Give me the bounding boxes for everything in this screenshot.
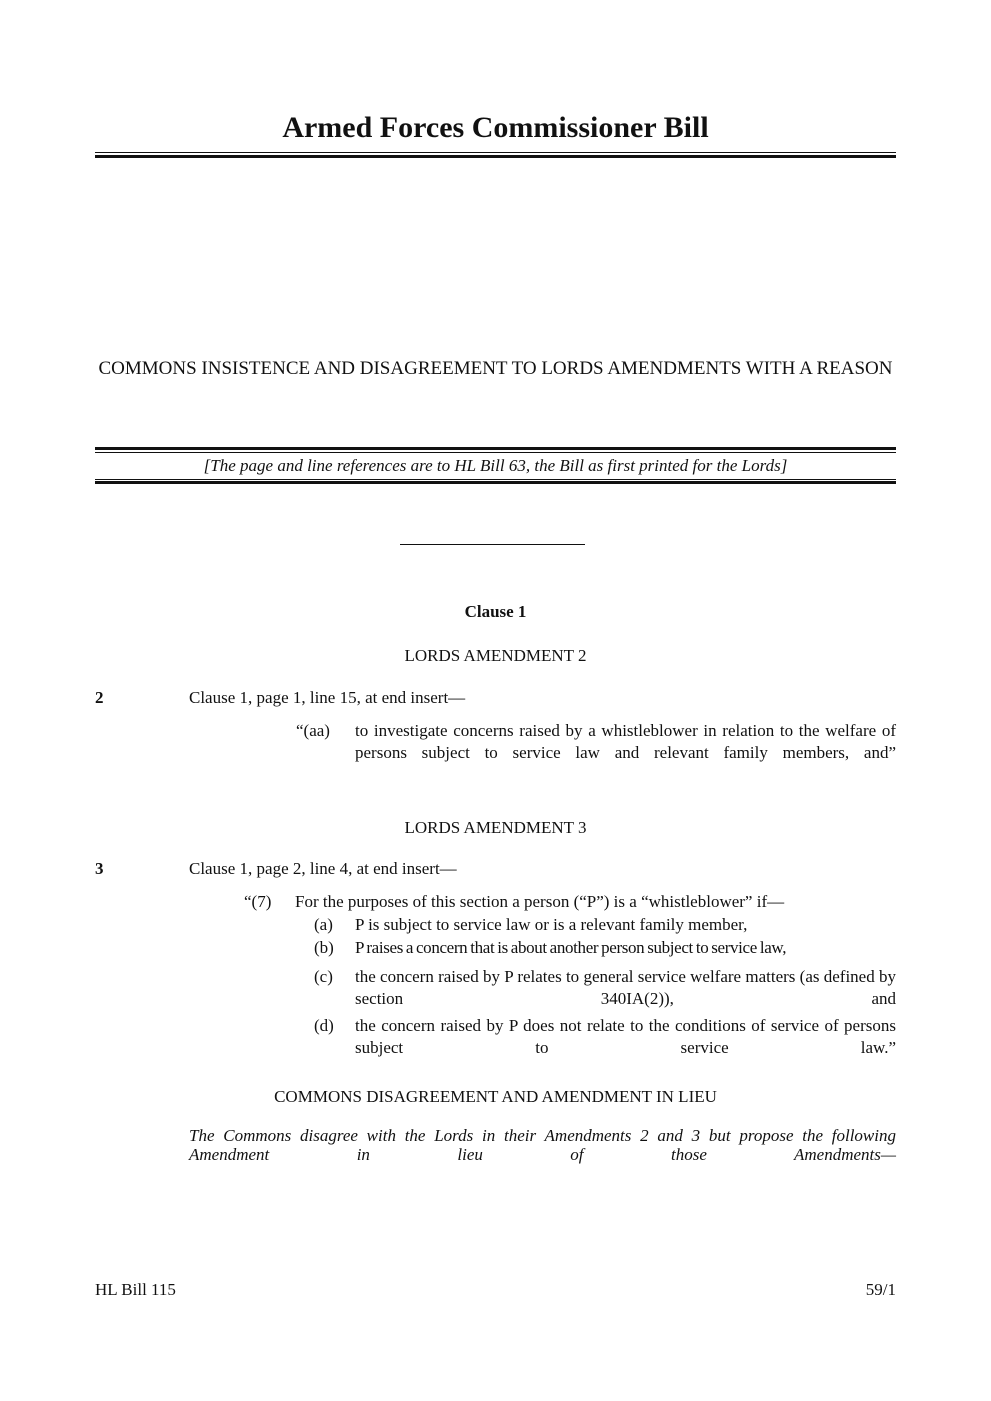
- footer-bill-number: HL Bill 115: [95, 1280, 176, 1299]
- amendment-heading: LORDS AMENDMENT 2: [404, 646, 587, 665]
- separator-rule: [400, 544, 585, 545]
- clause-heading: Clause 1: [464, 602, 527, 621]
- item-text: P is subject to service law or is a relevant family member,: [355, 915, 748, 934]
- amendment-number: 3: [95, 859, 104, 878]
- subsection-text: For the purposes of this section a person (“P”) is a “whistleblower” if—: [295, 892, 785, 911]
- item-label: (d): [314, 1016, 334, 1035]
- title-rule-thick: [95, 155, 896, 158]
- item-label: (b): [314, 938, 334, 957]
- amendment-instruction: Clause 1, page 1, line 15, at end insert—: [189, 688, 466, 707]
- paragraph-label: “(aa): [296, 721, 330, 740]
- note-rule-top-thin: [95, 452, 896, 453]
- amendment-instruction: Clause 1, page 2, line 4, at end insert—: [189, 859, 457, 878]
- document-title: Armed Forces Commissioner Bill: [282, 111, 709, 144]
- item-text: the concern raised by P relates to general service welfare matters (as defined by section 340IA(2)), and: [355, 967, 896, 1008]
- amendment-heading: LORDS AMENDMENT 3: [404, 818, 587, 837]
- reference-note: [The page and line references are to HL Bill 63, the Bill as first printed for the Lords]: [203, 456, 788, 475]
- footer-page-number: 59/1: [865, 1280, 896, 1299]
- item-text: P raises a concern that is about another person subject to service law,: [355, 938, 787, 957]
- title-rule-thin: [95, 152, 896, 153]
- amendment-number: 2: [95, 688, 104, 707]
- item-text: the concern raised by P does not relate to the conditions of service of persons subject to service law.”: [355, 1016, 896, 1057]
- note-rule-bottom-thick: [95, 481, 896, 484]
- commons-heading: COMMONS DISAGREEMENT AND AMENDMENT IN LIEU: [274, 1087, 717, 1106]
- item-label: (c): [314, 967, 333, 986]
- commons-text: The Commons disagree with the Lords in their Amendments 2 and 3 but propose the following Amendment in lieu of those Amendments—: [189, 1126, 896, 1164]
- note-rule-top-thick: [95, 447, 896, 450]
- item-label: (a): [314, 915, 333, 934]
- subsection-label: “(7): [244, 892, 272, 911]
- paragraph-text: to investigate concerns raised by a whistleblower in relation to the welfare of persons subject to service law and relevant family members, and”: [355, 721, 896, 762]
- document-heading: COMMONS INSISTENCE AND DISAGREEMENT TO LORDS AMENDMENTS WITH A REASON: [98, 358, 893, 379]
- note-rule-bottom-thin: [95, 479, 896, 480]
